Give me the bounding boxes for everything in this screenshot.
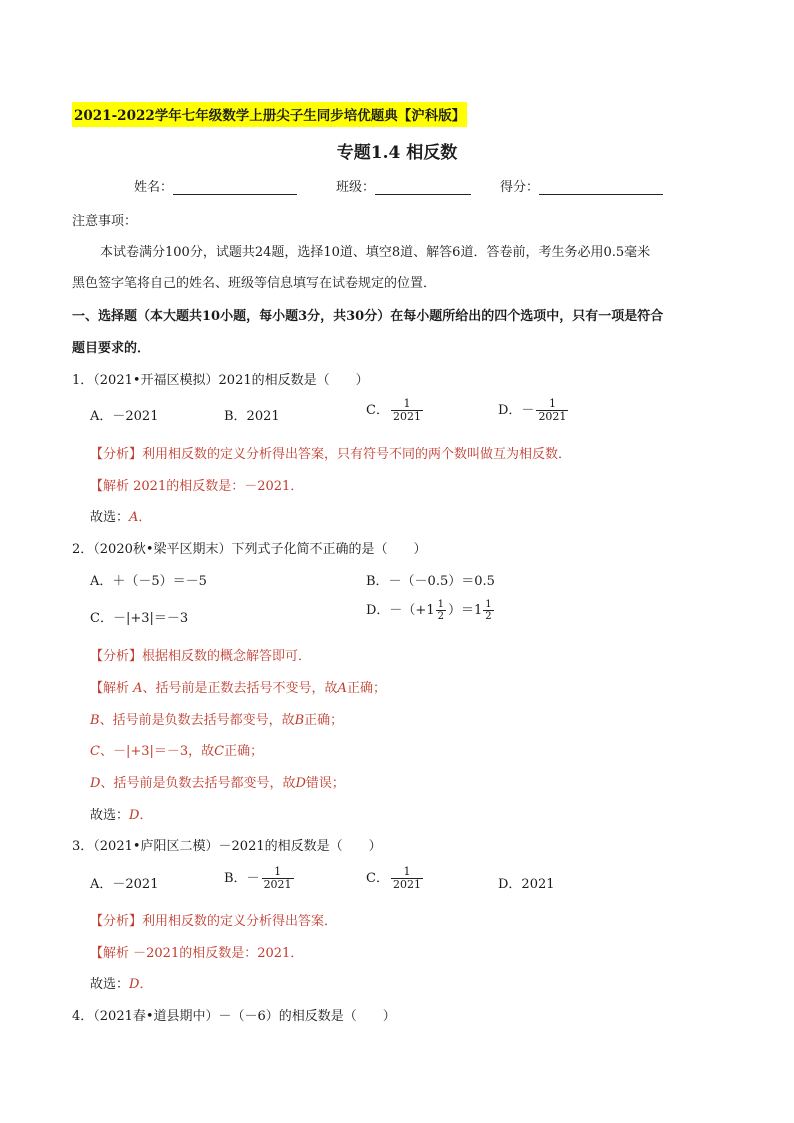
- q1-option-b: B．2021: [224, 409, 280, 424]
- notice-line-2: 黑色签字笔将自己的姓名、班级等信息填写在试卷规定的位置．: [72, 276, 437, 291]
- q2-solution-a: 【解析 A、括号前是正数去括号不变号，故A正确；: [90, 681, 386, 696]
- q1-option-a: A．－2021: [90, 409, 159, 424]
- q4-stem: 4．（2021春•道县期中）－（－6）的相反数是（ ）: [72, 1009, 396, 1024]
- q2-solution-b: B、括号前是负数去括号都变号，故B正确；: [90, 713, 344, 728]
- class-blank[interactable]: [375, 180, 471, 195]
- q3-option-b: B．－ $\frac{1}{2021}$: [224, 865, 292, 891]
- name-field[interactable]: [134, 176, 297, 195]
- q2-d-fraction-1: $\frac{1}{2}$: [437, 599, 444, 622]
- q2-option-a: A．＋（－5）＝－5: [90, 574, 207, 589]
- q1-d-fraction: $\frac{1}{2021}$: [538, 397, 567, 423]
- q2-answer: 故选：D．: [90, 808, 153, 823]
- q2-d-fraction-2: $\frac{1}{2}$: [485, 599, 492, 622]
- q2-option-b: B．－（－0.5）＝0.5: [366, 574, 495, 589]
- section-heading-line-2: 题目要求的．: [72, 341, 151, 356]
- score-label: 得分：: [500, 180, 540, 195]
- q1-c-fraction: $\frac{1}{2021}$: [392, 397, 421, 423]
- name-blank[interactable]: [173, 180, 297, 195]
- q1-option-d: D．－ $\frac{1}{2021}$: [498, 397, 567, 423]
- q3-solution: 【解析 －2021的相反数是：2021．: [90, 946, 304, 961]
- notice-title: 注意事项：: [72, 214, 138, 229]
- q1-answer: 故选：A．: [90, 510, 152, 525]
- q3-option-c: C． $\frac{1}{2021}$: [366, 865, 421, 891]
- score-field[interactable]: [500, 176, 663, 195]
- q2-analysis: 【分析】根据相反数的概念解答即可．: [90, 649, 312, 664]
- q1-analysis: 【分析】利用相反数的定义分析得出答案，只有符号不同的两个数叫做互为相反数．: [90, 447, 572, 462]
- class-label: 班级：: [336, 180, 376, 195]
- q1-option-c: C． $\frac{1}{2021}$: [366, 397, 421, 423]
- score-blank[interactable]: [539, 180, 663, 195]
- q2-option-c: C．－|+3|＝－3: [90, 611, 189, 626]
- q1-solution: 【解析 2021的相反数是：－2021．: [90, 479, 304, 494]
- q1-stem: 1．（2021•开福区模拟）2021的相反数是（ ）: [72, 373, 369, 388]
- q3-c-fraction: $\frac{1}{2021}$: [392, 865, 421, 891]
- q3-stem: 3．（2021•庐阳区二模）－2021的相反数是（ ）: [72, 839, 382, 854]
- q3-option-d: D．2021: [498, 877, 555, 892]
- q3-option-a: A．－2021: [90, 877, 159, 892]
- section-heading-line-1: 一、选择题（本大题共10小题，每小题3分，共30分）在每小题所给出的四个选项中，只有一项是符合: [72, 309, 664, 324]
- class-field[interactable]: [336, 176, 471, 195]
- q3-b-fraction: $\frac{1}{2021}$: [263, 865, 292, 891]
- q2-stem: 2．（2020秋•梁平区期末）下列式子化简不正确的是（ ）: [72, 542, 427, 557]
- notice-line-1: 本试卷满分100分，试题共24题，选择10道、填空8道、解答6道．答卷前，考生务必用0.5毫米: [100, 245, 651, 260]
- q3-analysis: 【分析】利用相反数的定义分析得出答案．: [90, 914, 338, 929]
- q3-answer: 故选：D．: [90, 977, 153, 992]
- q2-option-d: D．－（+1 $\frac{1}{2}$ ）＝1 $\frac{1}{2}$: [366, 599, 492, 622]
- page-title: 专题1.4 相反数: [336, 143, 458, 163]
- name-label: 姓名：: [134, 180, 174, 195]
- series-title: 2021-2022学年七年级数学上册尖子生同步培优题典【沪科版】: [72, 102, 467, 127]
- q2-solution-d: D、括号前是负数去括号都变号，故D错误；: [90, 776, 345, 791]
- q2-solution-c: C、－|+3|＝－3，故C正确；: [90, 744, 264, 759]
